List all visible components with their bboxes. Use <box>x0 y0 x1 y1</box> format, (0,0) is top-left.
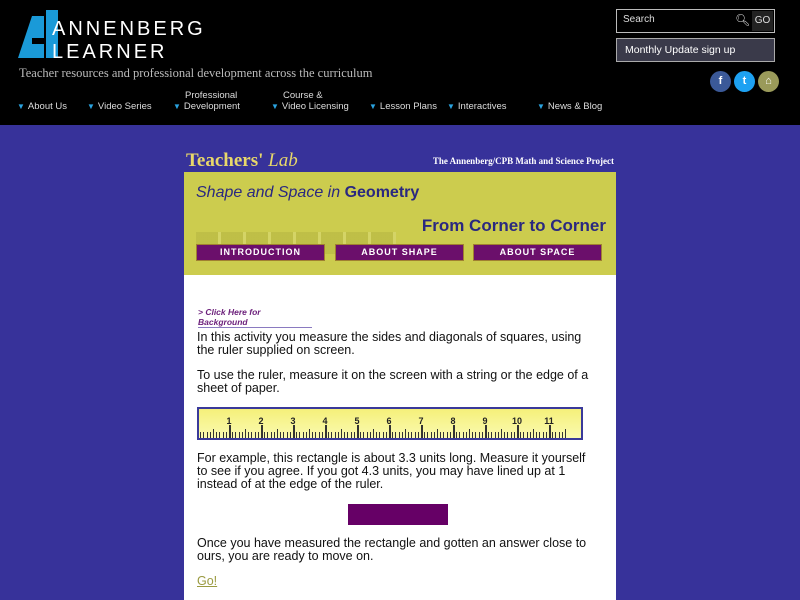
ruler-tick <box>552 432 553 438</box>
ruler-tick <box>303 432 304 438</box>
ruler-label: 9 <box>482 416 488 426</box>
ruler-tick <box>549 425 551 438</box>
ruler-tick <box>437 429 438 438</box>
nav-item[interactable] <box>173 90 240 112</box>
ruler-tick <box>434 432 435 438</box>
ruler-tick <box>453 425 455 438</box>
ruler-tick <box>248 432 249 438</box>
ruler-tick <box>405 429 406 438</box>
ruler-tick <box>210 432 211 438</box>
ruler-tick <box>360 432 361 438</box>
ruler-tick <box>216 432 217 438</box>
ruler-tick <box>514 432 515 438</box>
ruler-tick <box>565 429 566 438</box>
ruler-tick <box>219 432 220 438</box>
ruler-tick <box>511 432 512 438</box>
ruler-tick <box>245 429 246 438</box>
nav-item[interactable] <box>17 101 67 112</box>
ruler-tick <box>507 432 508 438</box>
ruler-label: 6 <box>386 416 392 426</box>
tab-about-shape[interactable]: ABOUT SHAPE <box>335 244 464 261</box>
ruler-tick <box>475 432 476 438</box>
ruler-tick <box>207 432 208 438</box>
nav-item[interactable] <box>369 101 437 112</box>
ruler-tick <box>530 432 531 438</box>
tagline: Teacher resources and professional development across the curriculum <box>19 66 373 80</box>
ruler-tick <box>402 432 403 438</box>
ruler-tick <box>299 432 300 438</box>
logo-b: Lab <box>268 150 298 171</box>
title-b: Geometry <box>344 184 420 201</box>
ruler-tick <box>354 432 355 438</box>
ruler-tick <box>482 432 483 438</box>
ruler-tick <box>347 432 348 438</box>
monthly-update-button[interactable]: Monthly Update sign up <box>616 38 775 62</box>
ruler-tick <box>431 432 432 438</box>
ruler-tick <box>373 429 374 438</box>
ruler-tick <box>383 432 384 438</box>
ruler-tick <box>517 425 519 438</box>
ruler-tick <box>520 432 521 438</box>
ruler-tick <box>495 432 496 438</box>
ruler-tick <box>226 432 227 438</box>
ruler-tick <box>335 432 336 438</box>
ruler-tick <box>258 432 259 438</box>
ruler-tick <box>328 432 329 438</box>
search-icon[interactable]: 🔍︎ <box>735 13 751 27</box>
tab-about-space[interactable]: ABOUT SPACE <box>473 244 602 261</box>
ruler-tick <box>443 432 444 438</box>
banner-title <box>196 184 419 202</box>
project-label: The Annenberg/CPB Math and Science Project <box>432 156 614 166</box>
intro-text: In this activity you measure the sides and diagonals of squares, using the ruler supplied on screen. <box>197 330 582 357</box>
on-screen-ruler <box>197 407 583 440</box>
nav-label: Lesson Plans <box>379 101 437 112</box>
ruler-tick <box>338 432 339 438</box>
twitter-icon[interactable]: t <box>734 71 755 92</box>
ruler-tick <box>357 425 359 438</box>
nav-label: About Us <box>27 101 67 112</box>
ruler-tick <box>504 432 505 438</box>
ruler-tick <box>485 425 487 438</box>
chevron-down-icon: ▼ <box>537 102 545 111</box>
ruler-tick <box>498 432 499 438</box>
ruler-label: 2 <box>258 416 264 426</box>
ruler-instructions: To use the ruler, measure it on the screen with a string or the edge of a sheet of paper. <box>197 368 589 395</box>
measure-rectangle <box>348 504 448 525</box>
chevron-down-icon: ▼ <box>173 102 181 111</box>
ruler-tick <box>559 432 560 438</box>
nav-label: Professional <box>185 90 238 101</box>
ruler-tick <box>309 429 310 438</box>
ruler-tick <box>203 432 204 438</box>
nav-item[interactable] <box>447 101 507 112</box>
ruler-tick <box>539 432 540 438</box>
ruler-tick <box>536 432 537 438</box>
activity-banner <box>184 172 616 275</box>
ruler-tick <box>543 432 544 438</box>
ruler-tick <box>447 432 448 438</box>
ruler-tick <box>322 432 323 438</box>
ruler-tick <box>274 432 275 438</box>
ruler-tick <box>415 432 416 438</box>
chevron-down-icon: ▼ <box>17 102 25 111</box>
ruler-label: 10 <box>511 416 523 426</box>
ruler-tick <box>312 432 313 438</box>
ruler-tick <box>527 432 528 438</box>
chevron-down-icon: ▼ <box>87 102 95 111</box>
ruler-tick <box>331 432 332 438</box>
go-link[interactable]: Go! <box>197 574 218 588</box>
chevron-down-icon: ▼ <box>271 102 279 111</box>
ruler-tick <box>408 432 409 438</box>
ruler-tick <box>376 432 377 438</box>
ruler-tick <box>427 432 428 438</box>
chevron-down-icon: ▼ <box>369 102 377 111</box>
logo-text[interactable] <box>52 18 206 64</box>
ruler-tick <box>418 432 419 438</box>
banner-subtitle: From Corner to Corner <box>421 216 606 235</box>
ruler-label: 3 <box>290 416 296 426</box>
ruler-label: 7 <box>418 416 424 426</box>
ruler-tick <box>315 432 316 438</box>
ruler-tick <box>472 432 473 438</box>
ruler-tick <box>351 432 352 438</box>
move-on-text: Once you have measured the rectangle and gotten an answer close to ours, you are ready to move on. <box>197 536 587 563</box>
ruler-tick <box>399 432 400 438</box>
ruler-tick <box>293 425 295 438</box>
logo-line1: ANNENBERG <box>52 18 206 40</box>
nav-item[interactable] <box>271 90 349 112</box>
search-input[interactable] <box>623 14 733 25</box>
ruler-tick <box>283 432 284 438</box>
ruler-tick <box>267 432 268 438</box>
ruler-tick <box>389 425 391 438</box>
ruler-tick <box>459 432 460 438</box>
ruler-tick <box>533 429 534 438</box>
nav-label: Video Series <box>97 101 152 112</box>
ruler-tick <box>255 432 256 438</box>
ruler-tick <box>379 432 380 438</box>
background-link[interactable]: > Click Here for Background <box>198 307 312 328</box>
search-box <box>616 9 775 33</box>
ruler-label: 4 <box>322 416 328 426</box>
ruler-label: 1 <box>226 416 232 426</box>
ruler-label: 11 <box>544 416 554 426</box>
cart-icon[interactable]: ⌂ <box>758 71 779 92</box>
facebook-icon[interactable]: f <box>710 71 731 92</box>
ruler-tick <box>501 429 502 438</box>
ruler-tick <box>239 432 240 438</box>
ruler-tick <box>395 432 396 438</box>
ruler-tick <box>463 432 464 438</box>
ruler-tick <box>555 432 556 438</box>
ruler-tick <box>523 432 524 438</box>
nav-item[interactable] <box>537 101 602 112</box>
ruler-tick <box>296 432 297 438</box>
ruler-tick <box>229 425 231 438</box>
ruler-tick <box>242 432 243 438</box>
tab-introduction[interactable]: INTRODUCTION <box>196 244 325 261</box>
ruler-tick <box>363 432 364 438</box>
ruler-tick <box>370 432 371 438</box>
nav-item[interactable] <box>87 101 152 112</box>
site-header <box>0 0 800 125</box>
ruler-label: 8 <box>450 416 456 426</box>
go-button[interactable]: GO <box>752 11 773 31</box>
ruler-tick <box>251 432 252 438</box>
ruler-tick <box>306 432 307 438</box>
ruler-tick <box>367 432 368 438</box>
nav-label: News & Blog <box>547 101 603 112</box>
ruler-tick <box>562 432 563 438</box>
ruler-tick <box>223 432 224 438</box>
ruler-tick <box>466 432 467 438</box>
nav-label: Course & <box>283 90 323 101</box>
ruler-tick <box>319 432 320 438</box>
ruler-tick <box>232 432 233 438</box>
ruler-label: 5 <box>354 416 360 426</box>
ruler-tick <box>341 429 342 438</box>
ruler-tick <box>469 429 470 438</box>
ruler-tick <box>491 432 492 438</box>
ruler-tick <box>456 432 457 438</box>
ruler-tick <box>392 432 393 438</box>
ruler-tick <box>287 432 288 438</box>
nav-label: Video Licensing <box>281 101 349 112</box>
nav-label: Interactives <box>457 101 507 112</box>
ruler-tick <box>546 432 547 438</box>
ruler-tick <box>213 429 214 438</box>
ruler-tick <box>200 432 201 438</box>
teachers-lab-logo[interactable] <box>186 150 298 172</box>
ruler-tick <box>411 432 412 438</box>
ruler-tick <box>261 425 263 438</box>
ruler-tick <box>280 432 281 438</box>
logo-a: Teachers' <box>186 150 264 171</box>
chevron-down-icon: ▼ <box>447 102 455 111</box>
ruler-tick <box>479 432 480 438</box>
ruler-tick <box>386 432 387 438</box>
ruler-tick <box>264 432 265 438</box>
ruler-tick <box>277 429 278 438</box>
ruler-tick <box>325 425 327 438</box>
ruler-tick <box>421 425 423 438</box>
ruler-tick <box>271 432 272 438</box>
ruler-tick <box>488 432 489 438</box>
ruler-tick <box>424 432 425 438</box>
logo-line2: LEARNER <box>52 41 168 63</box>
nav-label: Development <box>183 101 240 112</box>
ruler-tick <box>290 432 291 438</box>
teachers-lab-header <box>184 145 616 172</box>
title-a: Shape and Space in <box>196 184 341 201</box>
ruler-tick <box>235 432 236 438</box>
ruler-tick <box>450 432 451 438</box>
ruler-tick <box>344 432 345 438</box>
example-text: For example, this rectangle is about 3.3 units long. Measure it yourself to see if you agree. If you got 4.3 units, you may have lined up at 1 instead of at the edge of the ruler. <box>197 451 586 491</box>
ruler-tick <box>440 432 441 438</box>
